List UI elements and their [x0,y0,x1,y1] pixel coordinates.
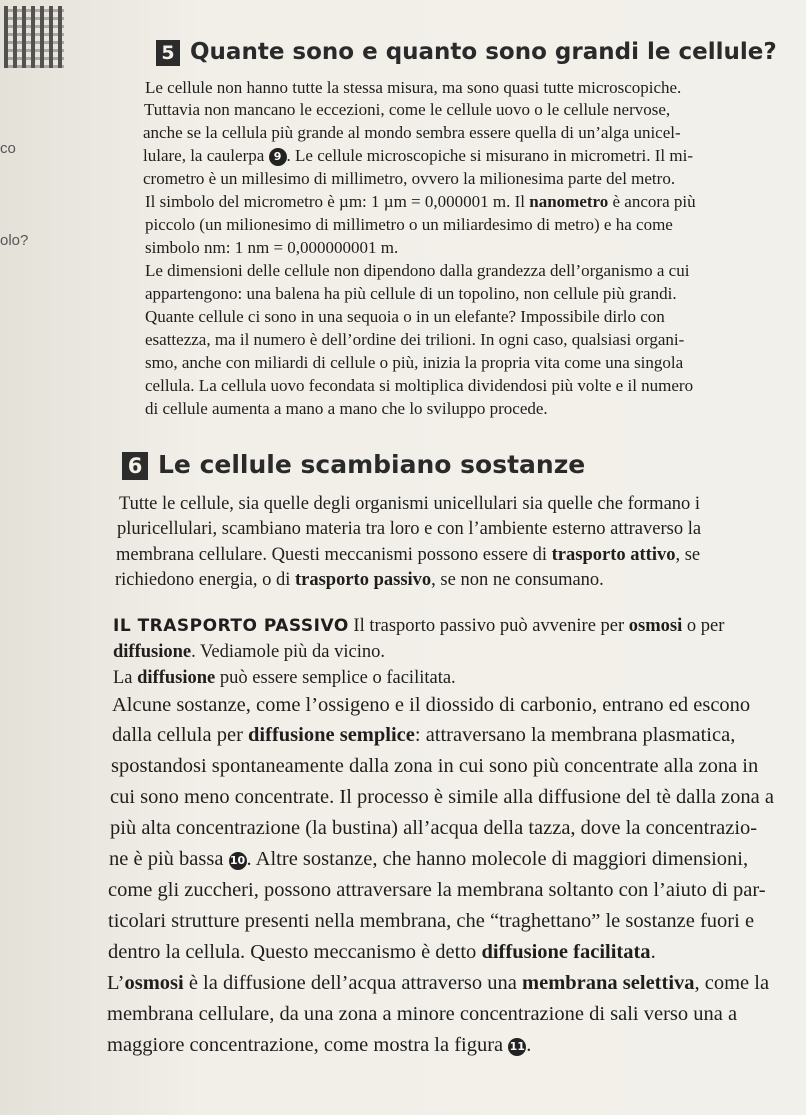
line-text: maggiore concentrazione, come mostra la figura [107,1034,504,1056]
bold-term: diffusione semplice [248,724,415,746]
line-text: o per [682,616,725,636]
bold-term: diffusione [113,642,192,662]
paragraph-line: crometro è un millesimo di millimetro, ovvero la milionesima parte del metro. [143,169,676,188]
paragraph-line: appartengono: una balena ha più cellule di un topolino, non cellule più grandi. [145,284,677,303]
paragraph-line: simbolo nm: 1 nm = 0,000000001 m. [145,238,399,257]
paragraph-line [115,570,604,591]
paragraph-line: ticolari strutture presenti nella membrana, che “traghettano” le sostanze fuori e [108,910,755,932]
paragraph-line: Quante cellule ci sono in una sequoia o in un elefante? Impossibile dirlo con [145,307,665,326]
line-text: membrana cellulare. Questi meccanismi possono essere di [116,545,548,565]
line-text: lulare, la caulerpa [143,146,265,165]
paragraph-line: spostandosi spontaneamente dalla zona in cui sono più concentrate alla zona in [111,755,759,777]
paragraph-line [108,941,656,964]
line-text: . Altre sostanze, che hanno molecole di maggiori dimensioni, [246,848,749,870]
line-text: Il trasporto passivo può avvenire per [348,616,625,636]
paragraph-line: Tuttavia non mancano le eccezioni, come le cellule uovo o le cellule nervose, [144,100,671,119]
line-text: è ancora più [608,192,696,211]
paragraph-line: Le cellule non hanno tutte la stessa misura, ma sono quasi tutte microscopiche. [145,78,682,97]
paragraph-line [113,616,724,637]
line-text: può essere semplice o facilitata. [215,668,456,688]
paragraph-line [143,146,693,166]
line-text: dalla cellula per [112,724,243,746]
margin-fragment: olo? [0,232,29,249]
paragraph-line: smo, anche con miliardi di cellule o più, inizia la propria vita come una singola [145,353,684,372]
line-text: Il simbolo del micrometro è µm: 1 µm = 0,000001 m. Il [145,192,525,211]
figure-ref-11[interactable]: 11 [508,1038,526,1056]
section-title: Le cellule scambiano sostanze [158,450,586,479]
paragraph-line [107,1034,531,1057]
paragraph-line: pluricellulari, scambiano materia tra loro e con l’ambiente esterno attraverso la [117,519,702,539]
paragraph-line: cellula. La cellula uovo fecondata si moltiplica dividendosi più volte e il numero [145,376,694,395]
section-5-heading [156,40,777,66]
paragraph-line [113,668,456,689]
paragraph-line: membrana cellulare, da una zona a minore concentrazione di sali verso una a [107,1003,738,1025]
subheading: IL TRASPORTO PASSIVO [113,616,349,636]
paragraph-line: piccolo (un milionesimo di millimetro o un miliardesimo di metro) e ha come [145,215,673,234]
section-title: Quante sono e quanto sono grandi le cellule? [190,39,777,65]
line-text: , se [675,545,701,565]
bold-term: membrana selettiva [522,972,695,994]
line-text: . [526,1034,532,1056]
paragraph-line [116,545,700,566]
line-text: . [650,941,656,963]
qr-code-icon [4,6,64,68]
figure-ref-10[interactable]: 10 [229,852,247,870]
line-text: . Vediamole più da vicino. [191,642,386,662]
paragraph-line: Le dimensioni delle cellule non dipendono dalla grandezza dell’organismo a cui [145,261,690,280]
bold-term: trasporto attivo [551,545,676,565]
paragraph-line: cui sono meno concentrate. Il processo è simile alla diffusione del tè dalla zona a [110,786,774,808]
paragraph-line [112,724,735,747]
paragraph-line: più alta concentrazione (la bustina) all’acqua della tazza, dove la concentrazio- [110,817,758,839]
paragraph-line: di cellule aumenta a mano a mano che lo sviluppo procede. [145,399,548,418]
line-text: La [113,668,133,688]
line-text: ne è più bassa [109,848,224,870]
paragraph-line: esattezza, ma il numero è dell’ordine dei trilioni. In ogni caso, qualsiasi organi- [145,330,685,349]
line-text: , come la [694,972,770,994]
line-text: . Le cellule microscopiche si misurano in micrometri. Il mi- [286,146,694,165]
bold-term: diffusione facilitata [481,941,651,963]
line-text: dentro la cellula. Questo meccanismo è detto [108,941,477,963]
paragraph-line [145,192,696,212]
section-number-badge: 6 [122,452,148,480]
line-text: , se non ne consumano. [431,570,604,590]
paragraph-line: come gli zuccheri, possono attraversare la membrana soltanto con l’aiuto di par- [108,879,766,901]
paragraph-line [109,848,748,871]
section-number-badge: 5 [156,40,180,66]
bold-term: diffusione [137,668,216,688]
paragraph-line: Tutte le cellule, sia quelle degli organismi unicellulari sia quelle che formano i [119,494,701,514]
bold-term: osmosi [124,972,184,994]
paragraph-line: anche se la cellula più grande al mondo sembra essere quella di un’alga unicel- [143,123,681,142]
paragraph-line [107,972,769,995]
paragraph-line: Alcune sostanze, come l’ossigeno e il diossido di carbonio, entrano ed escono [112,694,751,716]
bold-term: osmosi [628,616,683,636]
bold-term: nanometro [529,192,609,211]
line-text: è la diffusione dell’acqua attraverso una [183,972,517,994]
figure-ref-9[interactable]: 9 [269,148,287,166]
paragraph-line [113,642,385,663]
line-text: richiedono energia, o di [115,570,291,590]
bold-term: trasporto passivo [294,570,432,590]
line-text: L’ [107,972,125,994]
margin-fragment: co [0,140,16,157]
section-6-heading [122,452,585,480]
line-text: : attraversano la membrana plasmatica, [414,724,736,746]
